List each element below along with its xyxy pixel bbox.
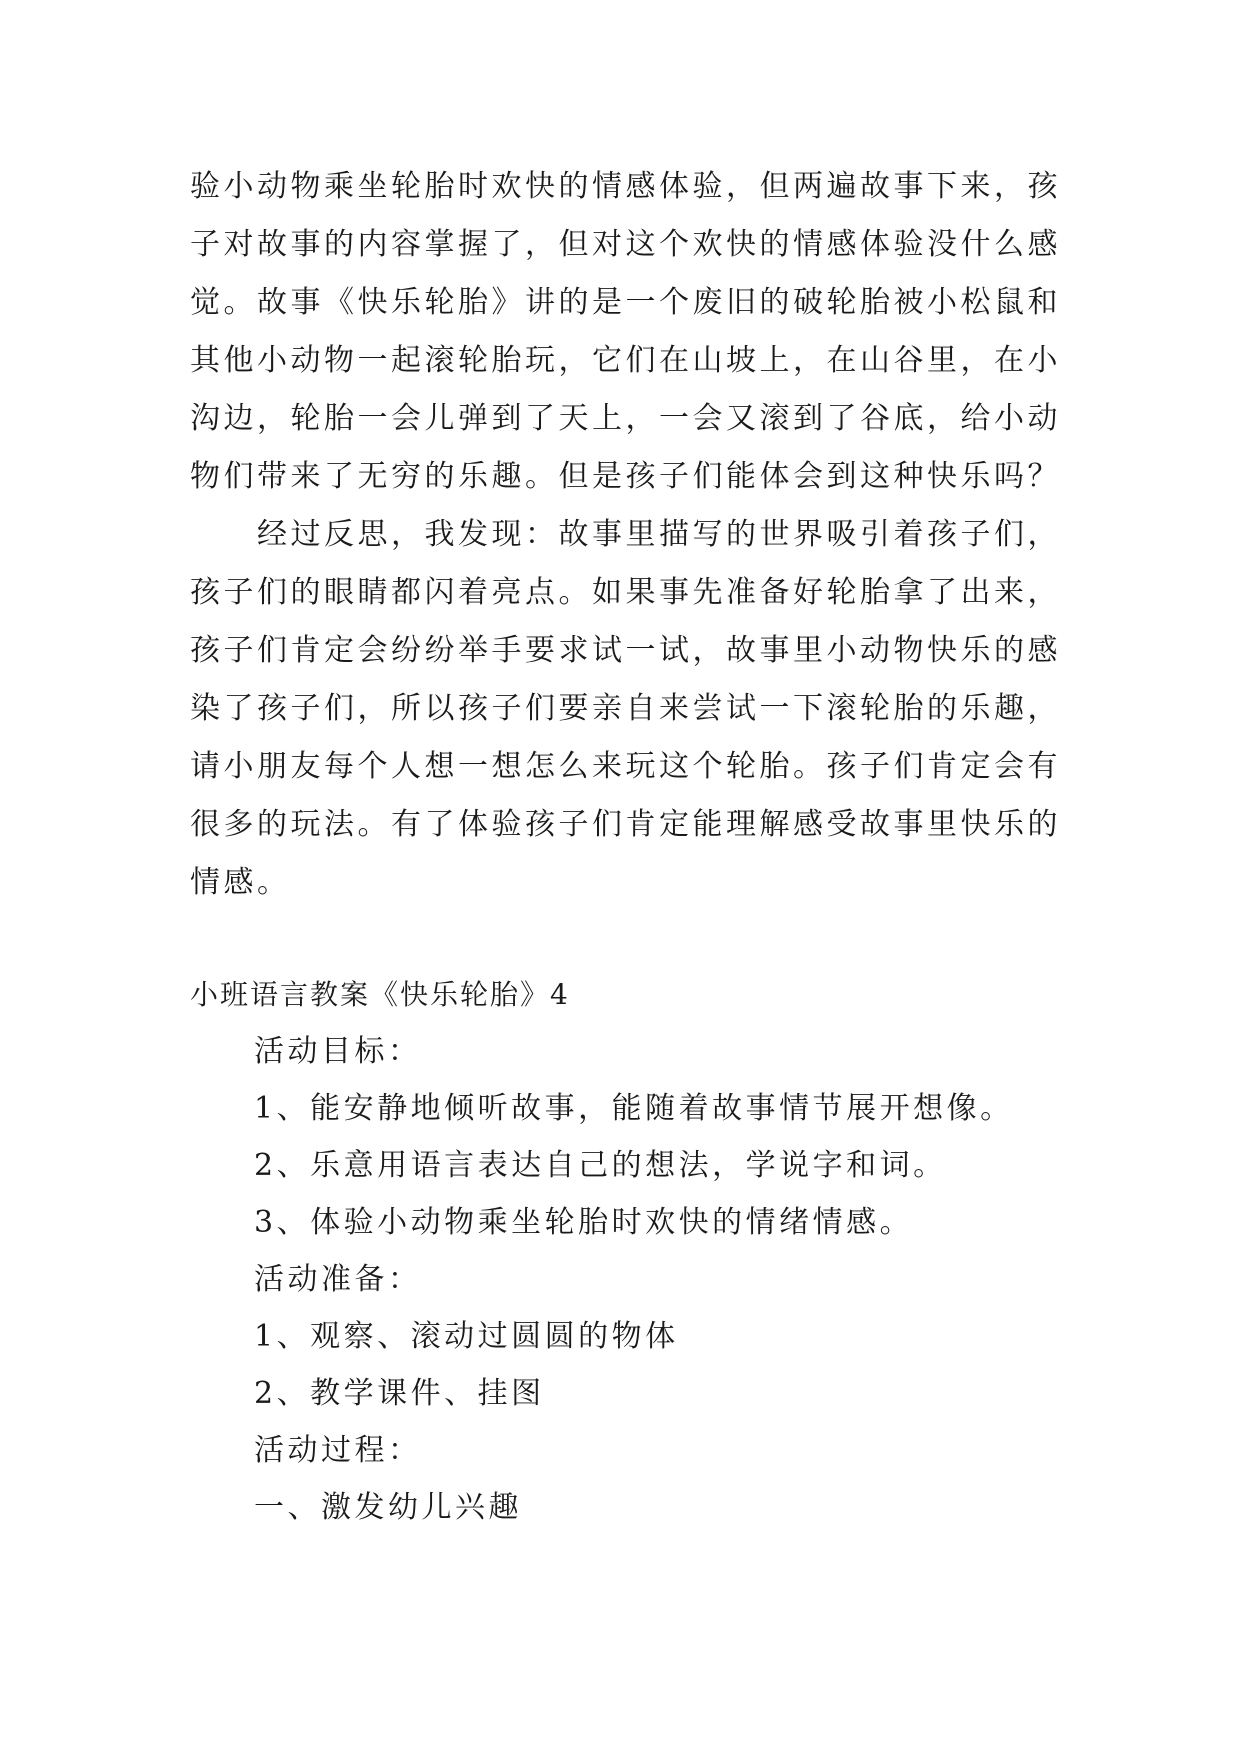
text-line: 验小动物乘坐轮胎时欢快的情感体验，但两遍故事下来，孩 bbox=[190, 169, 1061, 204]
section-label-process: 活动过程： bbox=[254, 1433, 422, 1468]
text-line: 物们带来了无穷的乐趣。但是孩子们能体会到这种快乐吗？ bbox=[190, 459, 1061, 494]
section-label-goals: 活动目标： bbox=[254, 1034, 422, 1069]
text-line: 觉。故事《快乐轮胎》讲的是一个废旧的破轮胎被小松鼠和 bbox=[190, 285, 1061, 320]
text-line: 孩子们的眼睛都闪着亮点。如果事先准备好轮胎拿了出来， bbox=[190, 575, 1061, 610]
text-line: 其他小动物一起滚轮胎玩，它们在山坡上，在山谷里，在小 bbox=[190, 343, 1061, 378]
list-item: 一、激发幼儿兴趣 bbox=[254, 1490, 522, 1525]
text-line: 很多的玩法。有了体验孩子们肯定能理解感受故事里快乐的 bbox=[190, 807, 1061, 842]
list-item: 1、能安静地倾听故事，能随着故事情节展开想像。 bbox=[254, 1091, 1014, 1126]
section-title: 小班语言教案《快乐轮胎》4 bbox=[190, 978, 570, 1011]
paragraph-2 bbox=[190, 506, 1070, 912]
list-item: 2、乐意用语言表达自己的想法，学说字和词。 bbox=[254, 1148, 947, 1183]
text-line: 情感。 bbox=[190, 865, 291, 900]
text-line: 请小朋友每个人想一想怎么来玩这个轮胎。孩子们肯定会有 bbox=[190, 749, 1061, 784]
list-item: 2、教学课件、挂图 bbox=[254, 1376, 545, 1411]
text-line: 孩子们肯定会纷纷举手要求试一试，故事里小动物快乐的感 bbox=[190, 633, 1061, 668]
paragraph-1 bbox=[190, 158, 1070, 506]
list-item: 1、观察、滚动过圆圆的物体 bbox=[254, 1319, 679, 1354]
list-item: 3、体验小动物乘坐轮胎时欢快的情绪情感。 bbox=[254, 1205, 914, 1240]
text-line: 沟边，轮胎一会儿弹到了天上，一会又滚到了谷底，给小动 bbox=[190, 401, 1061, 436]
section-label-prep: 活动准备： bbox=[254, 1262, 422, 1297]
text-line: 子对故事的内容掌握了，但对这个欢快的情感体验没什么感 bbox=[190, 227, 1061, 262]
text-line: 染了孩子们，所以孩子们要亲自来尝试一下滚轮胎的乐趣， bbox=[190, 691, 1061, 726]
text-line: 经过反思，我发现：故事里描写的世界吸引着孩子们， bbox=[190, 517, 1061, 552]
